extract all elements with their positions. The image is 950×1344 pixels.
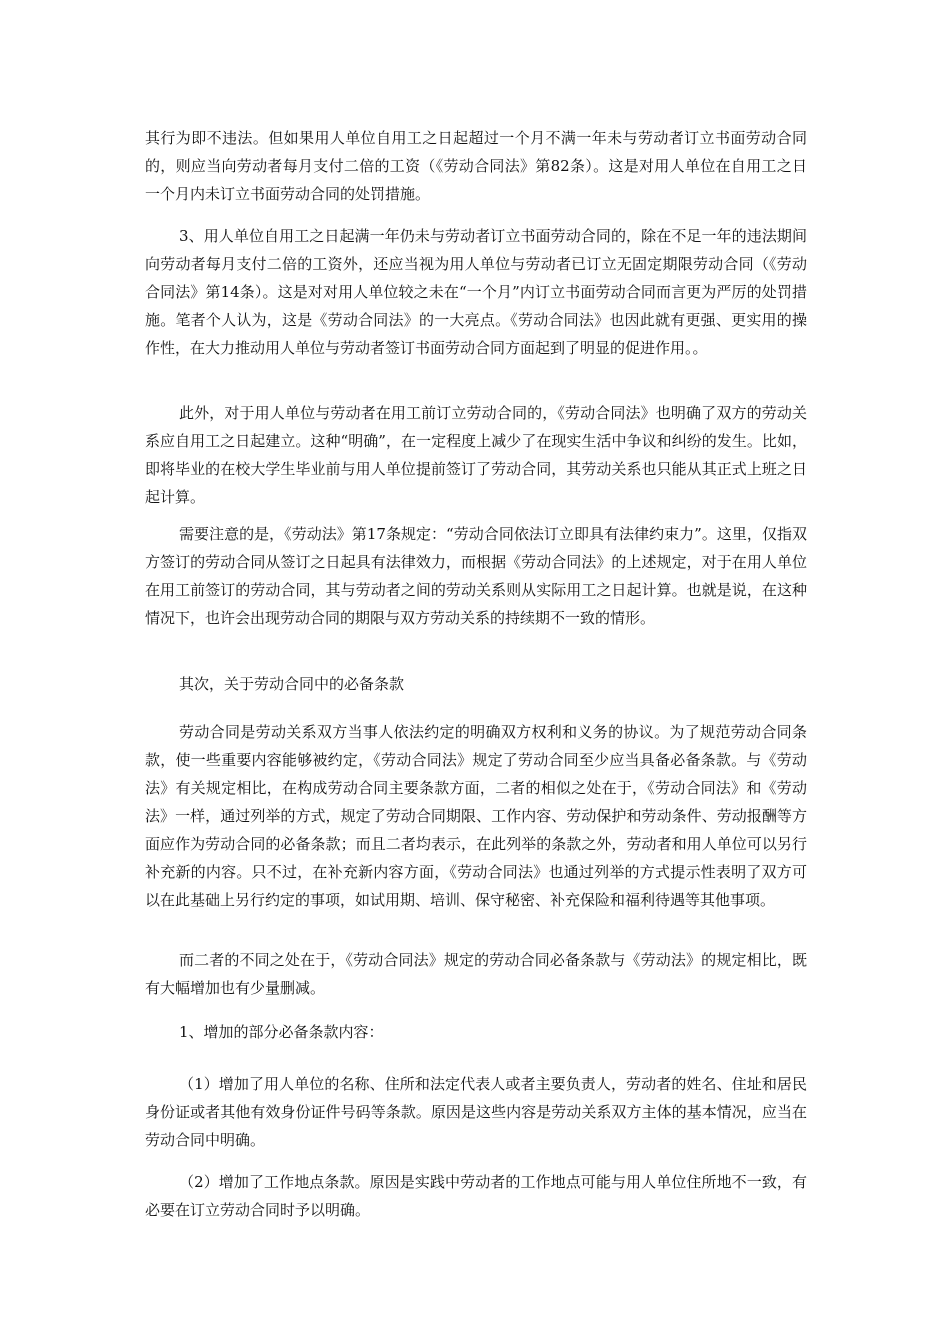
list-item-added-party-info: （1）增加了用人单位的名称、住所和法定代表人或者主要负责人，劳动者的姓名、住址和居民身份证或者其他有效身份证件号码等条款。原因是这些内容是劳动关系双方主体的基本情况，应当在劳动合同中明确。 <box>145 1075 807 1149</box>
paragraph-pre-employment-contract: 此外，对于用人单位与劳动者在用工前订立劳动合同的，《劳动合同法》也明确了双方的劳动关系应自用工之日起建立。这种“明确”，在一定程度上减少了在现实生活中争议和纠纷的发生。比如，即将毕业的在校大学生毕业前与用人单位提前签订了劳动合同，其劳动关系也只能从其正式上班之日起计算。 <box>145 404 807 506</box>
paragraph-open-term-contract: 3、用人单位自用工之日起满一年仍未与劳动者订立书面劳动合同的，除在不足一年的违法期间向劳动者每月支付二倍的工资外，还应当视为用人单位与劳动者已订立无固定期限劳动合同（《劳动合同法》第14条）。这是对对用人单位较之未在“一个月”内订立书面劳动合同而言更为严厉的处罚措施。笔者个人认为，这是《劳动合同法》的一大亮点。《劳动合同法》也因此就有更强、更实用的操作性，在大力推动用人单位与劳动者签订书面劳动合同方面起到了明显的促进作用。。 <box>145 227 807 357</box>
paragraph-penalty-double-wage: 其行为即不违法。但如果用人单位自用工之日起超过一个月不满一年未与劳动者订立书面劳动合同的，则应当向劳动者每月支付二倍的工资（《劳动合同法》第82条）。这是对用人单位在自用工之日一个月内未订立书面劳动合同的处罚措施。 <box>145 129 807 203</box>
section-heading-mandatory-clauses: 其次，关于劳动合同中的必备条款 <box>179 675 405 693</box>
paragraph-differences: 而二者的不同之处在于，《劳动合同法》规定的劳动合同必备条款与《劳动法》的规定相比，既有大幅增加也有少量删减。 <box>145 951 807 997</box>
paragraph-mandatory-clauses: 劳动合同是劳动关系双方当事人依法约定的明确双方权利和义务的协议。为了规范劳动合同条款，使一些重要内容能够被约定，《劳动合同法》规定了劳动合同至少应当具备必备条款。与《劳动法》有关规定相比，在构成劳动合同主要条款方面，二者的相似之处在于，《劳动合同法》和《劳动法》一样，通过列举的方式，规定了劳动合同期限、工作内容、劳动保护和劳动条件、劳动报酬等方面应作为劳动合同的必备条款；而且二者均表示，在此列举的条款之外，劳动者和用人单位可以另行补充新的内容。只不过，在补充新内容方面，《劳动合同法》也通过列举的方式提示性表明了双方可以在此基础上另行约定的事项，如试用期、培训、保守秘密、补充保险和福利待遇等其他事项。 <box>145 723 807 909</box>
paragraph-legal-effect: 需要注意的是，《劳动法》第17条规定：“劳动合同依法订立即具有法律约束力”。这里，仅指双方签订的劳动合同从签订之日起具有法律效力，而根据《劳动合同法》的上述规定，对于在用人单位在用工前签订的劳动合同，其与劳动者之间的劳动关系则从实际用工之日起计算。也就是说，在这种情况下，也许会出现劳动合同的期限与双方劳动关系的持续期不一致的情形。 <box>145 525 807 627</box>
list-item-added-work-location: （2）增加了工作地点条款。原因是实践中劳动者的工作地点可能与用人单位住所地不一致，有必要在订立劳动合同时予以明确。 <box>145 1173 807 1219</box>
subheading-added-clauses: 1、增加的部分必备条款内容： <box>179 1023 384 1041</box>
